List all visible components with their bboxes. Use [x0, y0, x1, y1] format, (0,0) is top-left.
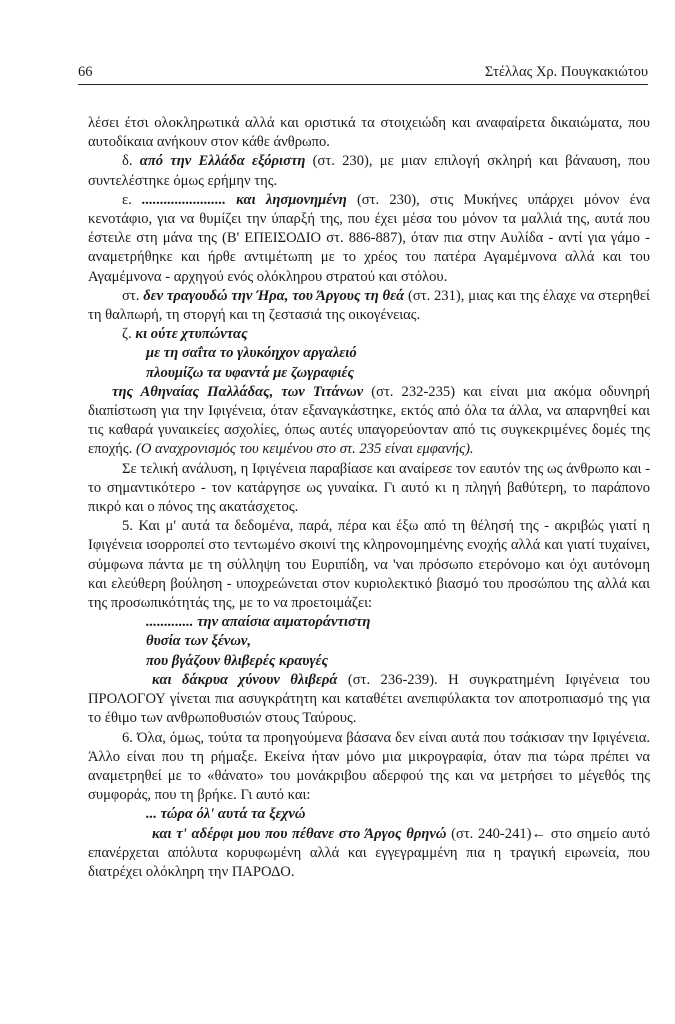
running-title: Στέλλας Χρ. Πουγκακιώτου: [484, 64, 648, 80]
page-number: 66: [78, 64, 93, 80]
quotation: και δάκρυα χύνουν θλιβερά: [152, 671, 338, 688]
paragraph: [88, 287, 650, 325]
item-label: στ.: [122, 287, 144, 304]
quotation: ... τώρα όλ' αυτά τα ξεχνώ: [146, 806, 306, 823]
paragraph-text: (στ. 240-241)← στο σημείο αυτό επανέρχεται απόλυτα κορυφωμένη αλλά και εγγεγραμμένη πια η τραγική ειρωνεία, που διατρέχει ολόκληρη την ΠΑΡΟΔΟ.: [88, 825, 650, 880]
paragraph: 6. Όλα, όμως, τούτα τα προηγούμενα βάσανα δεν είναι αυτά που τσάκισαν την Ιφιγένεια. Άλλο είναι που τη ρήμαξε. Εκείνα ήταν μόνο μια μικρογραφία, όταν πια τώρα πρέπει να αναμετρηθεί με το «θάνατο» του μονάκριβου αδερφού της και να μετρήσει το μέγεθός της συμφοράς, που τη βρήκε. Γι αυτό και:: [88, 729, 650, 804]
quotation: πλουμίζω τα υφαντά με ζωγραφιές: [146, 364, 354, 381]
quotation: και τ' αδέρφι μου που πέθανε στο Άργος θρηνώ: [152, 825, 447, 842]
editorial-note: (Ο αναχρονισμός του κειμένου στο στ. 235 είναι εμφανής).: [135, 441, 474, 458]
paragraph-text: (στ. 230), με μιαν επιλογή σκληρή και βάναυση, που συντελέστηκε όμως ερήμην της.: [88, 153, 650, 189]
header-rule: [78, 84, 648, 85]
quotation: δεν τραγουδώ την Ήρα, του Άργους τη θεά: [143, 287, 405, 304]
quotation: ............. την απαίσια αιματοράντιστη: [146, 614, 371, 631]
paragraph-text: (στ. 232-235) και είναι μια ακόμα οδυνηρή διαπίστωση για την Ιφιγένεια, όταν εξαναγκάστηκε, εκτός από όλα τα άλλα, να απαρνηθεί και τις καθαρά γυναικείες ασχολίες, όπως αυτές υπαγορεύονταν από τις συγκεκριμένες δομές της εποχής.: [88, 383, 650, 458]
paragraph: [88, 613, 650, 728]
quotation: της Αθηναίας Παλλάδας, των Τιτάνων: [112, 383, 364, 400]
paragraph: [88, 191, 650, 287]
quotation: θυσία των ξένων,: [146, 633, 252, 650]
paragraph: [88, 152, 650, 190]
paragraph: [88, 325, 650, 459]
quotation: με τη σαΐτα το γλυκόηχον αργαλειό: [146, 345, 357, 362]
quotation: που βγάζουν θλιβερές κραυγές: [146, 652, 329, 669]
item-label: ζ.: [122, 326, 136, 343]
item-label: δ.: [122, 153, 140, 170]
paragraph-text: (στ. 231), μιας και της έλαχε να στερηθεί τη θαλπωρή, τη στοργή και τη ζεστασιά της οικογένειας.: [88, 287, 650, 324]
quotation: από την Ελλάδα εξόριστη: [139, 153, 306, 170]
paragraph-text: (στ. 230), στις Μυκήνες υπάρχει μόνον ένα κενοτάφιο, για να θυμίζει την ύπαρξή της, που έχει μέσα του μόνον τα μαλλιά της, αυτά που έστειλε στη μάνα της (Β' ΕΠΕΙΣΟΔΙΟ στ. 886-887), όταν πια στην Αυλίδα - αντί για γάμο - αναμετρήθηκε και ήρθε αντιμέτωπη με το χρέος του πατέρα Αγαμέμνονα αλλά και του Αγαμέμνονα - αρχηγού ενός ολόκληρου στρατού και στόλου.: [88, 191, 650, 285]
paragraph-text: (στ. 236-239). Η συγκρατημένη Ιφιγένεια του ΠΡΟΛΟΓΟΥ γίνεται πια ασυγκράτητη και καταθέτει ανεπιφύλακτα τον αποτροπιασμό της για το έθιμο των ανθρωποθυσιών στους Ταύρους.: [88, 671, 650, 727]
page-body: [88, 114, 650, 882]
paragraph: [88, 805, 650, 882]
paragraph: Σε τελική ανάλυση, η Ιφιγένεια παραβίασε και αναίρεσε τον εαυτόν της ως άνθρωπο και - το σημαντικότερο - τον κατάργησε ως γυναίκα. Γι αυτό κι η πληγή βαθύτερη, το παράπονο πικρό και ο πόνος της ακατάσχετος.: [88, 460, 650, 516]
quotation: κι ούτε χτυπώντας: [135, 326, 248, 343]
paragraph: 5. Και μ' αυτά τα δεδομένα, παρά, πέρα και έξω από τη θέλησή της - ακριβώς γιατί η Ιφιγένεια ισορροπεί στο τεντωμένο σκοινί της κληρονομημένης ενοχής αλλά και γιατί τυχαίνει, σύμφωνα πάντα με τη σύλληψη του Ευριπίδη, να 'ναι πρόσωπο ετερόνομο και όχι αυτόνομη και ελεύθερη βούληση - υποχρεώνεται στον κυριολεκτικό βιασμό του προσώπου της αλλά και της προσωπικότητάς της, με το να προετοιμάζει:: [88, 518, 650, 612]
quotation: ....................... και λησμονημένη: [141, 191, 347, 208]
paragraph: λέσει έτσι ολοκληρωτικά αλλά και οριστικά τα στοιχειώδη και αναφαίρετα δικαιώματα, που αυτοδίκαια ανήκουν στον κάθε άνθρωπο.: [88, 115, 650, 151]
item-label: ε.: [122, 191, 142, 208]
